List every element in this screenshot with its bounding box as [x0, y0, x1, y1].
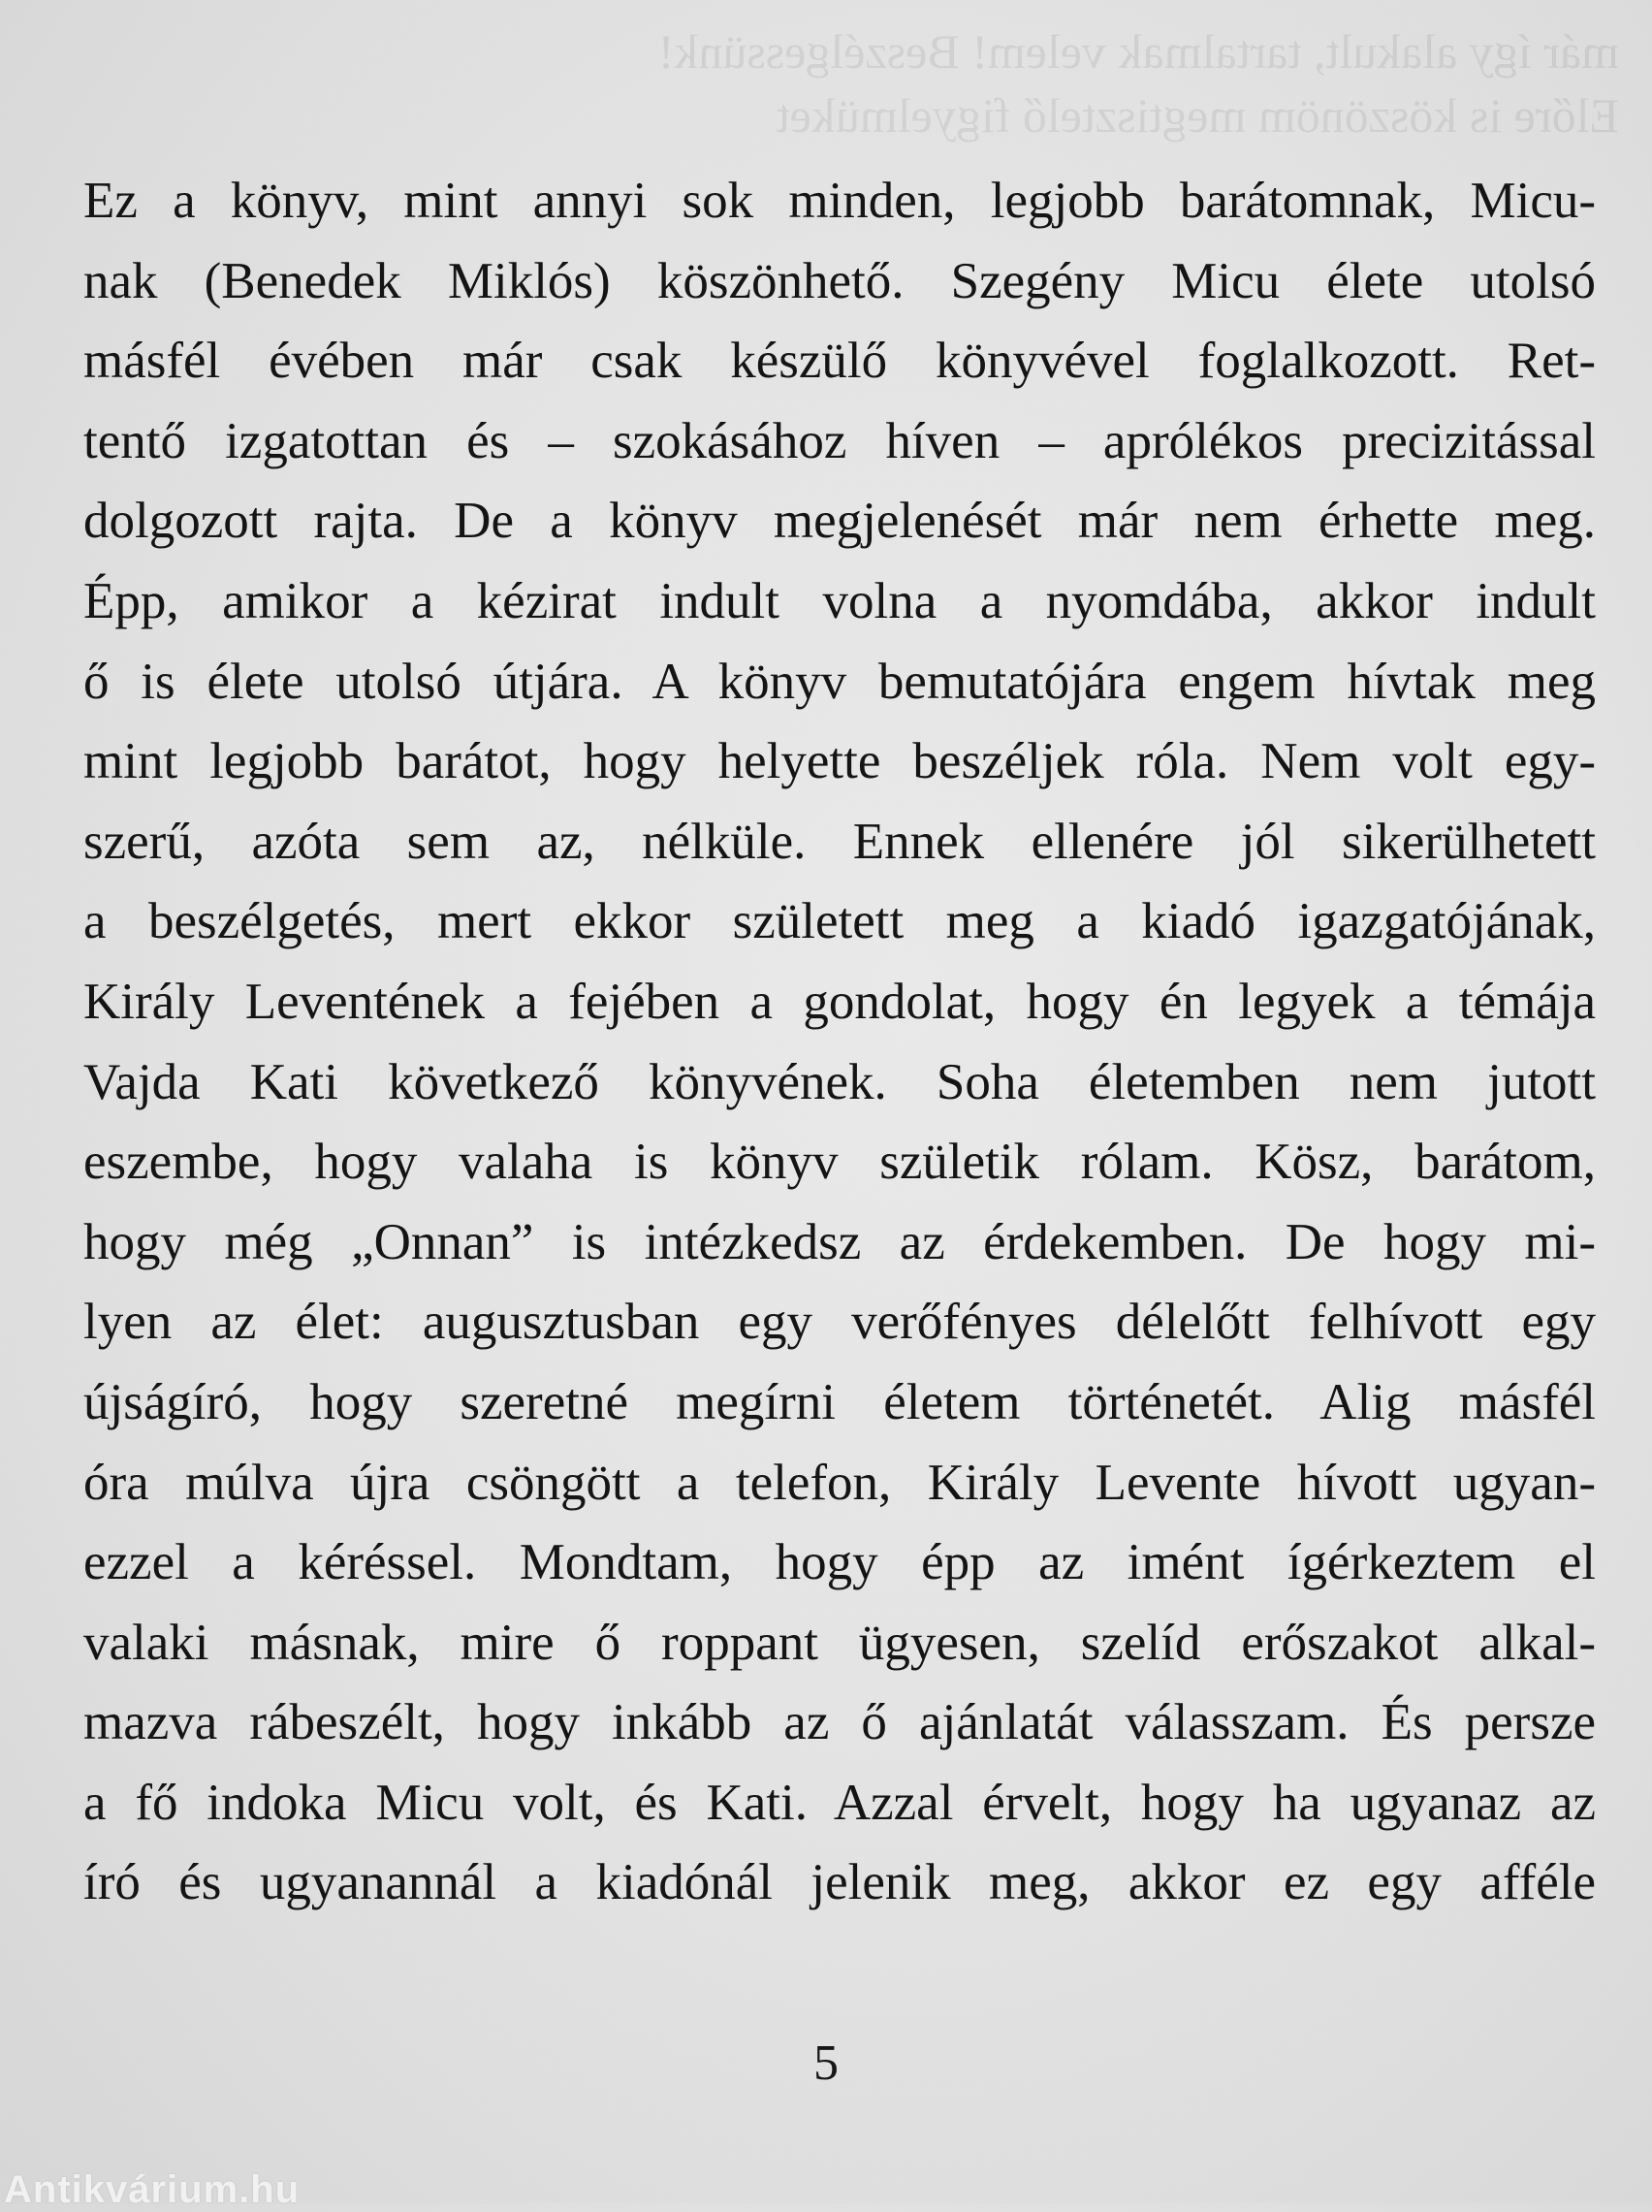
body-line: óra múlva újra csöngött a telefon, Király Levente hívott ugyan-: [83, 1454, 1596, 1511]
body-line: a fő indoka Micu volt, és Kati. Azzal érvelt, hogy ha ugyanaz az: [83, 1774, 1596, 1831]
body-line: Épp, amikor a kézirat indult volna a nyomdába, akkor indult: [83, 572, 1596, 629]
body-line: a beszélgetés, mert ekkor született meg a kiadó igazgatójának,: [83, 893, 1596, 950]
body-line: ezzel a kéréssel. Mondtam, hogy épp az imént ígérkeztem el: [83, 1534, 1596, 1591]
body-line: író és ugyanannál a kiadónál jelenik meg, akkor ez egy afféle: [83, 1854, 1596, 1911]
bleed-through-text: már így alakult, tartalmak velem! Beszélgessünk! Előre is köszönöm megtisztelő figyelmüket: [657, 24, 1619, 143]
body-line: Ez a könyv, mint annyi sok minden, legjobb barátomnak, Micu-: [83, 173, 1596, 229]
page-number: 5: [813, 2036, 839, 2091]
body-line: tentő izgatottan és – szokásához híven – aprólékos precizitással: [83, 412, 1596, 469]
body-line: mazva rábeszélt, hogy inkább az ő ajánlatát válasszam. És persze: [83, 1694, 1596, 1751]
body-line: eszembe, hogy valaha is könyv születik rólam. Kösz, barátom,: [83, 1134, 1596, 1191]
body-line: mint legjobb barátot, hogy helyette beszéljek róla. Nem volt egy-: [83, 733, 1596, 790]
body-line: valaki másnak, mire ő roppant ügyesen, szelíd erőszakot alkal-: [83, 1614, 1596, 1671]
body-line: hogy még „Onnan” is intézkedsz az érdekemben. De hogy mi-: [83, 1213, 1596, 1270]
body-line: nak (Benedek Miklós) köszönhető. Szegény Micu élete utolsó: [83, 252, 1596, 309]
body-line: másfél évében már csak készülő könyvével foglalkozott. Ret-: [83, 333, 1596, 390]
body-line: lyen az élet: augusztusban egy verőfényes délelőtt felhívott egy: [83, 1294, 1596, 1351]
body-text: [83, 161, 1596, 1923]
watermark: Antikvárium.hu: [4, 2168, 301, 2211]
body-line: újságíró, hogy szeretné megírni életem történetét. Alig másfél: [83, 1373, 1596, 1430]
body-line: ő is élete utolsó útjára. A könyv bemutatójára engem hívtak meg: [83, 653, 1596, 710]
body-line: dolgozott rajta. De a könyv megjelenését már nem érhette meg.: [83, 493, 1596, 550]
body-line: Király Leventének a fejében a gondolat, hogy én legyek a témája: [83, 973, 1596, 1030]
body-line: Vajda Kati következő könyvének. Soha életemben nem jutott: [83, 1053, 1596, 1110]
body-line: szerű, azóta sem az, nélküle. Ennek ellenére jól sikerülhetett: [83, 813, 1596, 870]
